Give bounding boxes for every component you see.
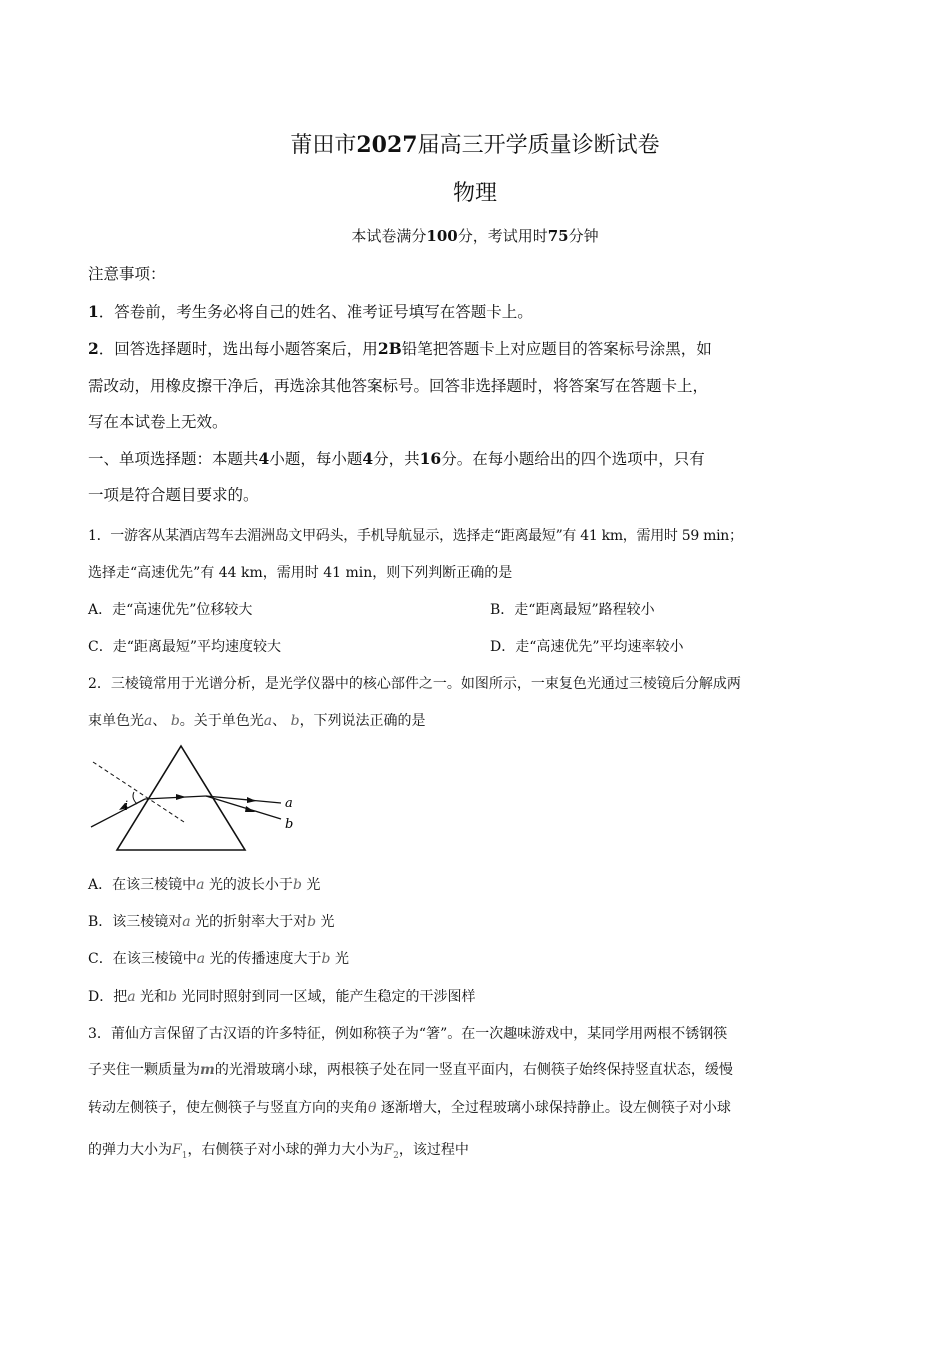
refracted-ray bbox=[145, 794, 206, 800]
note-2-line-2: 需改动，用橡皮擦干净后，再选涂其他答案标号。回答非选择题时，将答案写在答题卡上， bbox=[88, 377, 709, 395]
q2-option-a: A．在该三棱镜中a 光的波长小于b 光 bbox=[88, 877, 321, 893]
q2-option-c: C．在该三棱镜中a 光的传播速度大于b 光 bbox=[88, 951, 349, 967]
section-heading-line-1: 一、单项选择题：本题共4小题，每小题4分，共16分。在每小题给出的四个选项中，只有 bbox=[88, 449, 705, 468]
q1-option-c: C．走“距离最短”平均速度较大 bbox=[88, 639, 282, 655]
prism-figure bbox=[88, 740, 308, 858]
note-1: 1．答卷前，考生务必将自己的姓名、准考证号填写在答题卡上。 bbox=[88, 302, 533, 321]
normal-dashed-line bbox=[93, 762, 184, 822]
exam-info: 本试卷满分100分，考试用时75分钟 bbox=[351, 227, 599, 245]
note-2-line-3: 写在本试卷上无效。 bbox=[88, 413, 228, 431]
q1-stem-line-1: 1．一游客从某酒店驾车去湄洲岛文甲码头，手机导航显示，选择走“距离最短”有 41 km，需用时 59 min； bbox=[88, 528, 743, 544]
q2-stem-line-2: 束单色光a、 b。关于单色光a、 b，下列说法正确的是 bbox=[88, 713, 426, 729]
notes-heading: 注意事项： bbox=[88, 265, 166, 283]
note-2-line-1: 2．回答选择题时，选出每小题答案后，用2B铅笔把答题卡上对应题目的答案标号涂黑，如 bbox=[88, 339, 712, 358]
q1-stem-line-2: 选择走“高速优先”有 44 km，需用时 41 min，则下列判断正确的是 bbox=[88, 565, 513, 581]
q1-option-b: B．走“距离最短”路程较小 bbox=[490, 602, 655, 618]
label-i: i bbox=[124, 799, 129, 814]
q1-option-a: A．走“高速优先”位移较大 bbox=[88, 602, 253, 618]
q3-stem-line-2: 子夹住一颗质量为m的光滑玻璃小球，两根筷子处在同一竖直平面内，右侧筷子始终保持竖直状态，缓慢 bbox=[88, 1062, 733, 1078]
q2-option-b: B．该三棱镜对a 光的折射率大于对b 光 bbox=[88, 914, 335, 930]
label-b: b bbox=[285, 817, 294, 832]
label-a: a bbox=[285, 796, 293, 811]
q2-option-d: D．把a 光和b 光同时照射到同一区域，能产生稳定的干涉图样 bbox=[88, 989, 476, 1005]
exam-title: 莆田市2027届高三开学质量诊断试卷 bbox=[290, 132, 660, 158]
q3-stem-line-3: 转动左侧筷子，使左侧筷子与竖直方向的夹角θ 逐渐增大，全过程玻璃小球保持静止。设左侧筷子对小球 bbox=[88, 1100, 731, 1116]
angle-arc bbox=[133, 792, 137, 804]
q3-stem-line-1: 3．莆仙方言保留了古汉语的许多特征，例如称筷子为“箸”。在一次趣味游戏中，某同学用两根不锈钢筷 bbox=[88, 1026, 728, 1042]
section-heading-line-2: 一项是符合题目要求的。 bbox=[88, 486, 259, 504]
q2-stem-line-1: 2．三棱镜常用于光谱分析，是光学仪器中的核心部件之一。如图所示，一束复色光通过三棱镜后分解成两 bbox=[88, 676, 741, 692]
subject-title: 物理 bbox=[452, 181, 497, 206]
q1-option-d: D．走“高速优先”平均速率较小 bbox=[490, 639, 684, 655]
q3-stem-line-4: 的弹力大小为$F_1$，右侧筷子对小球的弹力大小为$F_2$，该过程中 bbox=[88, 1142, 469, 1161]
